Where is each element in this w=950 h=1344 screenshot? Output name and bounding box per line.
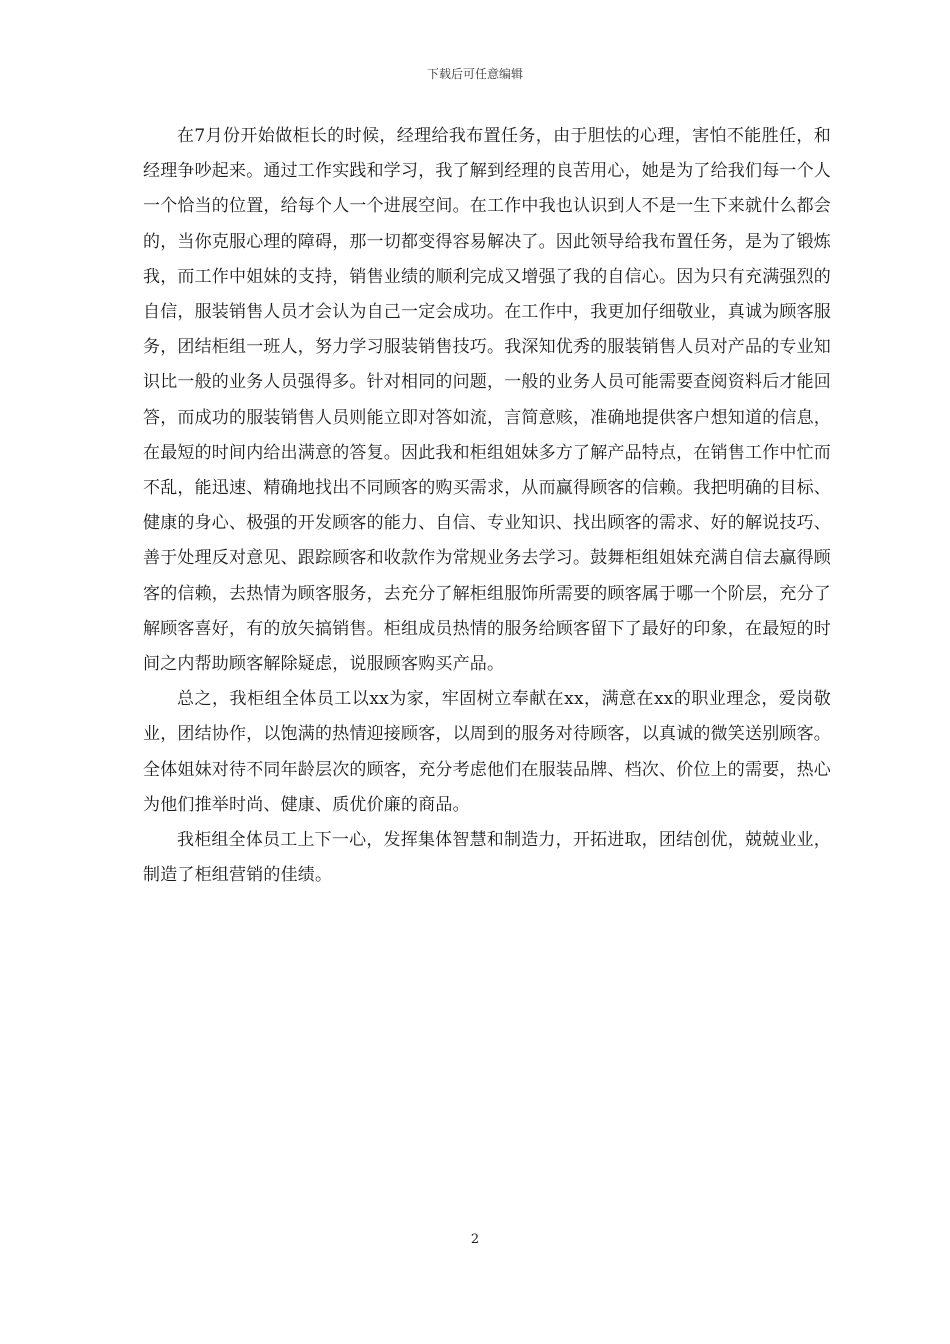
page-number: 2 [470,1232,480,1247]
paragraph-1: 在7月份开始做柜长的时候，经理给我布置任务，由于胆怯的心理，害怕不能胜任，和经理争吵起来。通过工作实践和学习，我了解到经理的良苦用心，她是为了给我们每一个人一个恰当的位置，给每个人一个进展空间。在工作中我也认识到人不是一生下来就什么都会的，当你克服心理的障碍，那一切都变得容易解决了。因此领导给我布置任务，是为了锻炼我，而工作中姐妹的支持，销售业绩的顺利完成又增强了我的自信心。因为只有充满强烈的自信，服装销售人员才会认为自己一定会成功。在工作中，我更加仔细敬业，真诚为顾客服务，团结柜组一班人，努力学习服装销售技巧。我深知优秀的服装销售人员对产品的专业知识比一般的业务人员强得多。针对相同的问题，一般的业务人员可能需要查阅资料后才能回答，而成功的服装销售人员则能立即对答如流，言简意赅，准确地提供客户想知道的信息，在最短的时间内给出满意的答复。因此我和柜组姐妹多方了解产品特点，在销售工作中忙而不乱，能迅速、精确地找出不同顾客的购买需求，从而赢得顾客的信赖。我把明确的目标、健康的身心、极强的开发顾客的能力、自信、专业知识、找出顾客的需求、好的解说技巧、善于处理反对意见、跟踪顾客和收款作为常规业务去学习。鼓舞柜组姐妹充满自信去赢得顾客的信赖，去热情为顾客服务，去充分了解柜组服饰所需要的顾客属于哪一个阶层，充分了解顾客喜好，有的放矢搞销售。柜组成员热情的服务给顾客留下了最好的印象，在最短的时间之内帮助顾客解除疑虑，说服顾客购买产品。 [143,126,831,675]
document-body [143,119,831,893]
paragraph-3: 我柜组全体员工上下一心，发挥集体智慧和制造力，开拓进取，团结创优，兢兢业业，制造了柜组营销的佳绩。 [143,830,831,886]
page-header-note: 下载后可任意编辑 [426,67,523,81]
paragraph-2: 总之，我柜组全体员工以xx为家，牢固树立奉献在xx，满意在xx的职业理念，爱岗敬业，团结协作，以饱满的热情迎接顾客，以周到的服务对待顾客，以真诚的微笑送别顾客。全体姐妹对待不同年龄层次的顾客，充分考虑他们在服装品牌、档次、价位上的需要，热心为他们推举时尚、健康、质优价廉的商品。 [143,689,831,815]
